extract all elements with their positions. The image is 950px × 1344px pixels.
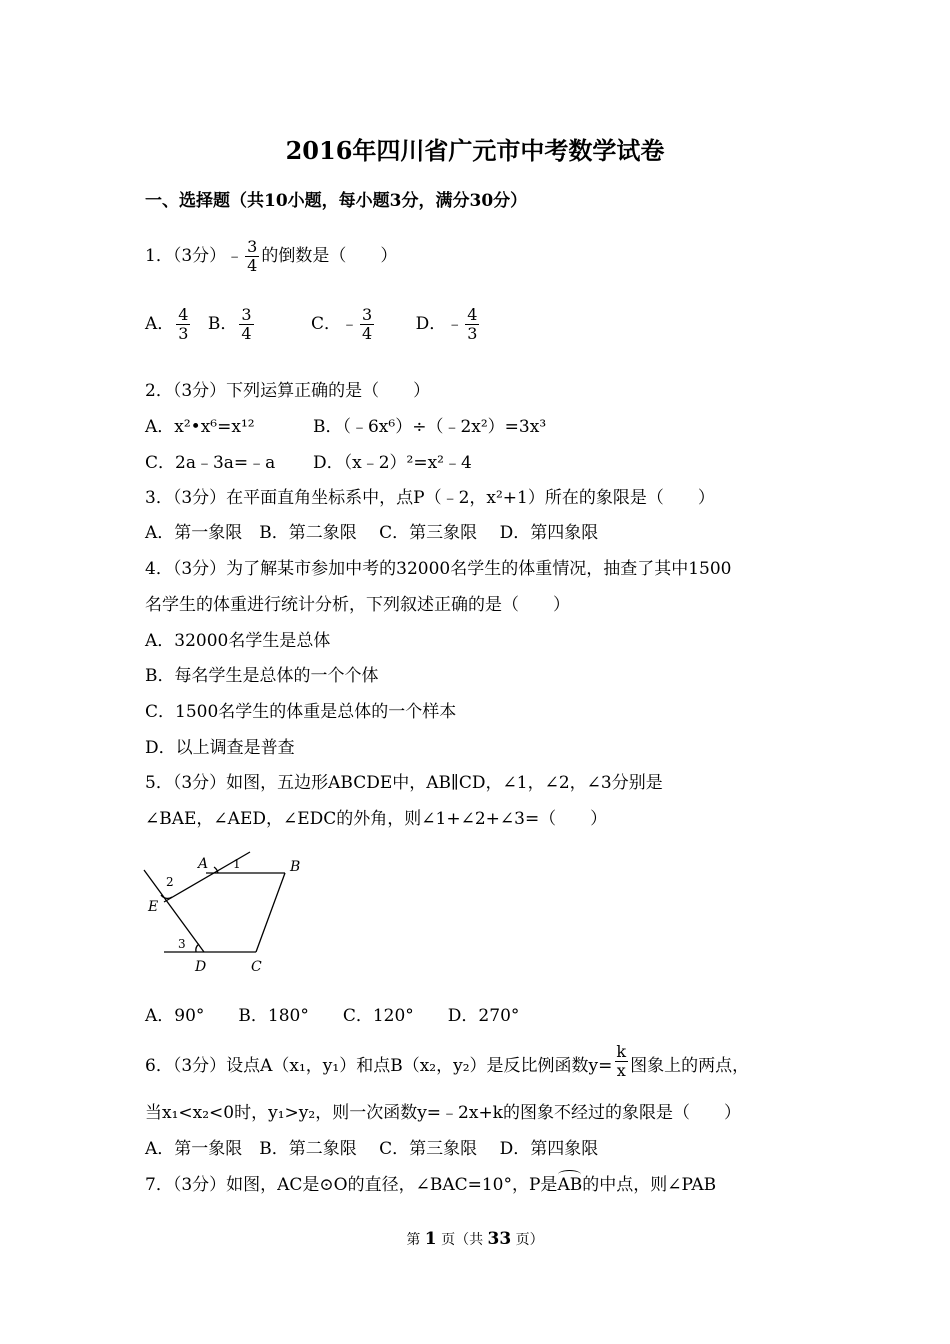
- option-c: [311, 306, 376, 343]
- pentagon-figure: [138, 840, 318, 980]
- page-number: 1: [424, 1229, 437, 1249]
- option-c: C．1500名学生的体重是总体的一个样本: [145, 702, 457, 722]
- page-footer: [0, 1229, 950, 1249]
- question-1: [145, 238, 397, 275]
- option-b: B．（﹣6x⁶）÷（﹣2x²）=3x³: [313, 417, 547, 437]
- fraction: [245, 238, 259, 275]
- label-c: C: [251, 959, 262, 975]
- label-angle-1: 1: [233, 857, 241, 871]
- question-5-stem: 5．（3分）如图，五边形ABCDE中，AB∥CD，∠1，∠2，∠3分别是: [145, 773, 663, 793]
- section-heading: 一、选择题（共10小题，每小题3分，满分30分）: [145, 191, 528, 211]
- total-pages: 33: [487, 1229, 512, 1249]
- question-6-options: A．第一象限 B．第二象限 C．第三象限 D．第四象限: [145, 1139, 599, 1159]
- option-a: [145, 306, 192, 343]
- question-6-stem: [145, 1042, 750, 1080]
- question-6-stem-end: 图象上的两点，: [630, 1056, 750, 1076]
- fraction: [360, 306, 374, 343]
- fraction-denominator: 3: [467, 324, 478, 343]
- question-7-stem-start: 7．（3分）如图，AC是⊙O的直径，∠BAC=10°，P是: [145, 1175, 558, 1195]
- fraction: [176, 306, 190, 343]
- question-6-stem-start: 6．（3分）设点A（x₁，y₁）和点B（x₂，y₂）是反比例函数y=: [145, 1056, 613, 1076]
- fraction-numerator: 4: [178, 305, 189, 324]
- question-3-stem: 3．（3分）在平面直角坐标系中，点P（﹣2，x²+1）所在的象限是（ ）: [145, 488, 715, 508]
- question-3-options: A．第一象限 B．第二象限 C．第三象限 D．第四象限: [145, 523, 599, 543]
- side-bc: [256, 873, 285, 952]
- option-label: D．﹣: [415, 314, 464, 334]
- option-label: A．: [145, 314, 175, 334]
- question-4-stem: 4．（3分）为了解某市参加中考的32000名学生的体重情况，抽查了其中1500: [145, 559, 732, 579]
- option-label: B．: [207, 314, 238, 334]
- question-5-stem-cont: ∠BAE，∠AED，∠EDC的外角，则∠1+∠2+∠3=（ ）: [145, 809, 608, 829]
- footer-text: 第: [406, 1232, 421, 1248]
- fraction-numerator: 4: [467, 305, 478, 324]
- option-b: [208, 306, 256, 343]
- fraction: [614, 1043, 628, 1080]
- option-c: C．2a﹣3a=﹣a: [145, 453, 276, 473]
- option-label: C．﹣: [310, 314, 358, 334]
- fraction-numerator: 3: [247, 237, 258, 256]
- angle-3-arc: [196, 944, 199, 952]
- option-d: D．（x﹣2）²=x²﹣4: [313, 453, 472, 473]
- label-angle-2: 2: [166, 875, 174, 889]
- option-d: [416, 306, 482, 343]
- question-1-stem-end: 的倒数是（ ）: [261, 246, 398, 266]
- fraction-denominator: 4: [241, 324, 252, 343]
- question-1-options: [145, 306, 481, 343]
- fraction-numerator: k: [616, 1042, 627, 1061]
- question-7-stem: [145, 1174, 716, 1196]
- arc-notation: AB: [557, 1175, 583, 1195]
- fraction-numerator: 3: [241, 305, 252, 324]
- fraction-denominator: x: [616, 1061, 626, 1080]
- fraction-denominator: 4: [361, 324, 373, 343]
- option-a: A．x²•x⁶=x¹²: [145, 417, 255, 437]
- label-e: E: [148, 899, 159, 915]
- footer-text: 页（共: [441, 1232, 484, 1248]
- label-b: B: [290, 859, 301, 875]
- question-1-stem: 1．（3分）﹣: [145, 246, 244, 266]
- option-a: A．32000名学生是总体: [145, 631, 331, 651]
- label-d: D: [195, 959, 207, 975]
- option-b: B．每名学生是总体的一个个体: [145, 666, 379, 686]
- label-angle-3: 3: [178, 937, 186, 951]
- question-7-stem-end: 的中点，则∠PAB: [582, 1175, 717, 1195]
- fraction-denominator: 4: [247, 256, 258, 275]
- fraction-denominator: 3: [178, 324, 189, 343]
- fraction: [465, 306, 479, 343]
- footer-text: 页）: [515, 1232, 544, 1248]
- label-a: A: [198, 856, 209, 872]
- page-title: 2016年四川省广元市中考数学试卷: [285, 136, 665, 165]
- question-2-stem: 2．（3分）下列运算正确的是（ ）: [145, 381, 431, 401]
- question-6-stem-cont: 当x₁<x₂<0时，y₁>y₂，则一次函数y=﹣2x+k的图象不经过的象限是（ ）: [145, 1103, 741, 1123]
- fraction: [239, 306, 253, 343]
- question-4-stem-cont: 名学生的体重进行统计分析，下列叙述正确的是（ ）: [145, 595, 570, 615]
- option-d: D．以上调查是普查: [145, 738, 295, 758]
- fraction-numerator: 3: [361, 305, 373, 324]
- question-5-options: A．90° B．180° C．120° D．270°: [145, 1006, 520, 1026]
